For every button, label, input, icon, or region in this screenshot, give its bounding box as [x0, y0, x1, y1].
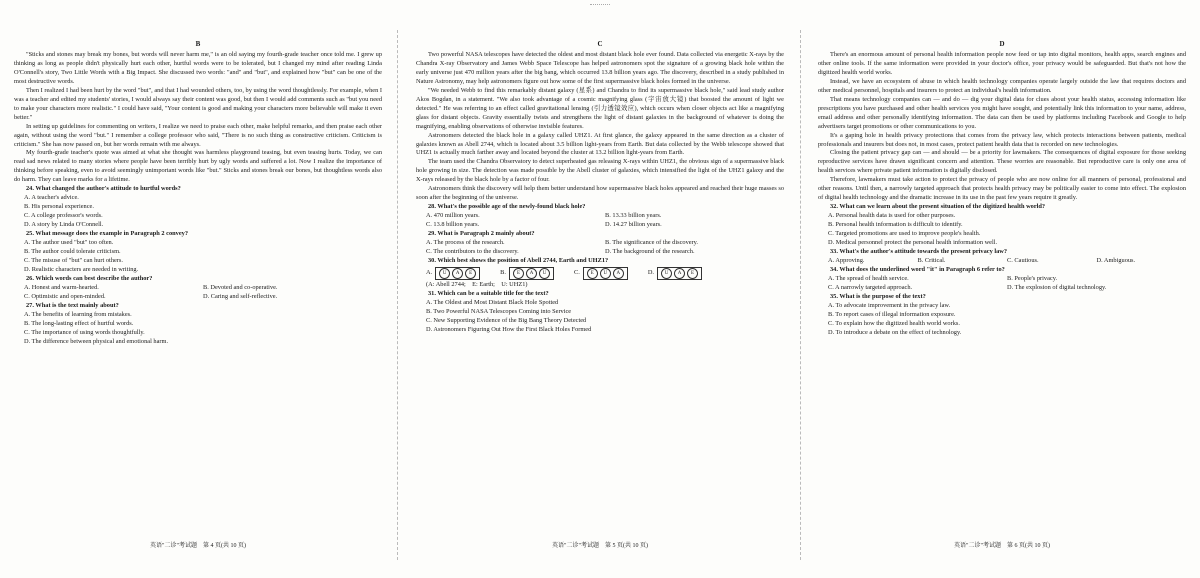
page-footer-4: 英语"二诊"考试题 第 4 页(共 10 页): [150, 543, 246, 549]
column-divider-left: [397, 30, 398, 560]
diagram-option-label: B.: [500, 268, 506, 276]
option-list: [818, 212, 1186, 248]
option-list: [14, 311, 382, 347]
diagram-node: E: [513, 268, 524, 279]
answer-option[interactable]: A. The spread of health service.: [828, 274, 909, 282]
diagram-node: E: [687, 268, 698, 279]
question-stem: 33. What's the author's attitude towards the present privacy law?: [830, 247, 1008, 255]
answer-option[interactable]: A. 470 million years.: [426, 212, 480, 220]
passage-paragraph: Then I realized I had been hurt by the word "but", and that I had wounded others, too, by using the word thoughtlessly. For example, when I was a teacher and edited my students' stories, I would always say their content was good, but then I would add comments such as "but you need to make your characters more realistic." I could have said, "Your content is good and making your characters more believable will make it even better.": [14, 86, 382, 121]
fold-mark: [590, 4, 610, 11]
passage-paragraph: My fourth-grade teacher's quote was aimed at what she thought was harmless playground teasing, but even teasing hurts. Today, we can read sad news related to many stories where people have been terribly hurt by ugly words and suffered a lot. Now I realize the importance of thinking before speaking, even to avoid seemingly unimportant words like "but." Sticks and stones break our bones, but thoughtless words also do harm. They can leave marks for a lifetime.: [14, 149, 382, 184]
answer-option[interactable]: B. To report cases of illegal information exposure.: [828, 310, 956, 318]
answer-option[interactable]: C. Targeted promotions are used to improve people's health.: [828, 230, 981, 238]
passage-paragraph: Closing the patient privacy gap can — and should — be a priority for lawmakers. The consequences of digital exposure for those seeking reproductive services have drawn significant concern and attention. These worries are reasonable. But reproductive care is only one area of health services where private patient information is digitally disclosed.: [818, 149, 1186, 175]
passage-paragraph: Instead, we have an ecosystem of abuse in which health technology companies operate largely outside the law that requires doctors and other medical personnel, hospitals and insurers to protect an individual's health information.: [818, 77, 1186, 94]
diagram-node: E: [465, 268, 476, 279]
page-footer-5: 英语"二诊"考试题 第 5 页(共 10 页): [552, 543, 648, 549]
page-footer-6: 英语"二诊"考试题 第 6 页(共 10 页): [954, 543, 1050, 549]
answer-option[interactable]: C. The misuse of "but" can hurt others.: [24, 256, 123, 264]
diagram-legend: (A: Abell 2744; E: Earth; U: UHZ1): [426, 280, 528, 288]
answer-option[interactable]: D. To introduce a debate on the effect of technology.: [828, 328, 962, 336]
passage-paragraph: It's a gaping hole in health privacy protections that comes from the privacy law, which protects interactions between patients, medical professionals and insurers but does not, in most cases, protect patient health data that is recorded on new technologies.: [818, 131, 1186, 148]
passage-paragraph: That means technology companies can — and do — dig your digital data for clues about your health status, accessing information like prescriptions you have purchased and other health services you might have sought, and potentially link this information to your name, address, email address and other personally identifying information. The data can then be used by platforms including Facebook and Google to help advertisers target promotions or other communications to you.: [818, 95, 1186, 130]
question-stem: 32. What can we learn about the present situation of the digitized health world?: [830, 203, 1046, 211]
answer-option[interactable]: D. Ambiguous.: [1096, 256, 1136, 264]
diagram-option[interactable]: [426, 267, 480, 280]
answer-option[interactable]: A. A teacher's advice.: [24, 194, 79, 202]
passage-paragraph: The team used the Chandra Observatory to detect superheated gas releasing X-rays within UHZ1, the obvious sign of a supermassive black hole growing in size. The detection was made possible by the Abell cluster of galaxies, which intensified the light of the UHZ1 galaxy and the X-rays released by the black hole by a factor of four.: [416, 158, 784, 184]
answer-option[interactable]: D. The explosion of digital technology.: [1007, 283, 1107, 291]
answer-option[interactable]: A. The benefits of learning from mistakes.: [24, 310, 132, 318]
passage-paragraph: Astronomers detected the black hole in a galaxy called UHZ1. At first glance, the galaxy appeared in the same direction as a cluster of galaxies known as Abell 2744, which is located about 3.5 billion light-years from Earth. But data collected by the Webb telescope showed that UHZ1 is actually much farther away and located beyond the cluster at 13.2 billion light-years from Earth.: [416, 131, 784, 157]
option-list: [416, 299, 784, 335]
diagram-option-label: D.: [647, 268, 654, 276]
question-stem: 30. Which best shows the position of Abell 2744, Earth and UHZ1?: [428, 256, 609, 264]
diagram-node: U: [539, 268, 550, 279]
passage-paragraph: Astronomers think the discovery will help them better understand how supermassive black holes appeared and reached their huge masses so soon after the beginning of the universe.: [416, 185, 784, 202]
passage-paragraph: Therefore, lawmakers must take action to protect the privacy of people who are now online for all manners of personal, professional and other reasons. Until then, a narrowly targeted approach that protects health privacy may be politically easier to come into effect. The explosion of digital health technology and the dramatic increase in its use in the past few years require it greatly.: [818, 176, 1186, 202]
answer-option[interactable]: B. The significance of the discovery.: [605, 239, 699, 247]
diagram-node: U: [439, 268, 450, 279]
answer-option[interactable]: C. To explain how the digitized health world works.: [828, 319, 960, 327]
answer-option[interactable]: A. Honest and warm-hearted.: [24, 283, 99, 291]
question-stem: 26. Which words can best describe the author?: [26, 274, 153, 282]
answer-option[interactable]: D. Realistic characters are needed in writing.: [24, 265, 139, 273]
question-stem: 35. What is the purpose of the text?: [830, 292, 926, 300]
answer-option[interactable]: D. Astronomers Figuring Out How the First Black Holes Formed: [426, 325, 592, 333]
answer-option[interactable]: A. The Oldest and Most Distant Black Hole Spotted: [426, 298, 559, 306]
answer-option[interactable]: B. Critical.: [917, 256, 946, 264]
question-stem: 29. What is Paragraph 2 mainly about?: [428, 230, 535, 238]
answer-option[interactable]: B. People's privacy.: [1007, 274, 1058, 282]
option-list: [818, 257, 1186, 266]
answer-option[interactable]: B. His personal experience.: [24, 203, 94, 211]
answer-option[interactable]: D. The difference between physical and emotional harm.: [24, 337, 169, 345]
answer-option[interactable]: A. The author used "but" too often.: [24, 239, 114, 247]
passage-d-column: [818, 40, 1186, 338]
position-diagram-options: [416, 267, 784, 280]
diagram-option[interactable]: [574, 267, 628, 280]
answer-option[interactable]: C. A college professor's words.: [24, 212, 103, 220]
diagram-node: E: [587, 268, 598, 279]
answer-option[interactable]: B. The long-lasting effect of hurtful words.: [24, 319, 134, 327]
passage-c-column: [416, 40, 784, 335]
answer-option[interactable]: C. The contributors to the discovery.: [426, 247, 519, 255]
option-list: [818, 302, 1186, 338]
answer-option[interactable]: A. Personal health data is used for other purposes.: [828, 212, 956, 220]
question-stem: 24. What changed the author's attitude to hurtful words?: [26, 185, 181, 193]
answer-option[interactable]: D. The background of the research.: [605, 247, 695, 255]
diagram-node: U: [661, 268, 672, 279]
answer-option[interactable]: B. Two Powerful NASA Telescopes Coming into Service: [426, 307, 572, 315]
diagram-option-label: C.: [574, 268, 580, 276]
diagram-node: A: [526, 268, 537, 279]
option-list: [416, 212, 784, 230]
diagram-option[interactable]: [500, 267, 554, 280]
option-list: [14, 284, 382, 302]
answer-option[interactable]: C. New Supporting Evidence of the Big Bang Theory Detected: [426, 316, 587, 324]
passage-paragraph: "Sticks and stones may break my bones, but words will never harm me," is an old saying my fourth-grade teacher once told me. I grew up thinking as long as people didn't physically hurt each other, hurtful words were to be tolerated, but I changed my mind after reading Linda O'Connell's story, Two Little Words with a Big Impact. She discussed two words: "and" and "but", and explained how "but" can be one of the most destructive words.: [14, 51, 382, 85]
answer-option[interactable]: D. A story by Linda O'Connell.: [24, 221, 104, 229]
question-stem: 34. What does the underlined word "it" in Paragraph 6 refer to?: [830, 265, 1005, 273]
answer-option[interactable]: C. A narrowly targeted approach.: [828, 283, 913, 291]
diagram-node: A: [613, 268, 624, 279]
diagram-node: A: [674, 268, 685, 279]
option-list: [416, 239, 784, 257]
answer-option[interactable]: D. Caring and self-reflective.: [203, 292, 278, 300]
answer-option[interactable]: A. Approving.: [828, 256, 865, 264]
diagram-option[interactable]: [648, 267, 702, 280]
answer-option[interactable]: D. Medical personnel protect the personal health information well.: [828, 239, 998, 247]
option-list: [14, 239, 382, 275]
answer-option[interactable]: A. The process of the research.: [426, 239, 505, 247]
diagram-box: [435, 267, 480, 280]
passage-heading: D: [999, 40, 1005, 48]
answer-option[interactable]: C. Cautious.: [1007, 256, 1039, 264]
diagram-box: [509, 267, 554, 280]
passage-heading: C: [597, 40, 603, 48]
question-stem: 27. What is the text mainly about?: [26, 301, 119, 309]
passage-paragraph: Two powerful NASA telescopes have detected the oldest and most distant black hole ever found. Data collected via energetic X-rays by the Chandra X-ray Observatory and James Webb Space Telescope has helped astronomers spot the signature of a growing black hole within the early universe just 470 million years after the big bang, which occurred 13.8 billion years ago. The discovery, described in a study published in Nature Astronomy, may help astronomers figure out how some of the first supermassive black holes formed in the universe.: [416, 51, 784, 85]
option-list: [818, 275, 1186, 293]
column-divider-right: [800, 30, 801, 560]
answer-option[interactable]: A. To advocate improvement in the privacy law.: [828, 301, 951, 309]
question-stem: 25. What message does the example in Paragraph 2 convey?: [26, 230, 188, 238]
option-list: [14, 194, 382, 230]
diagram-option-label: A.: [426, 268, 433, 276]
answer-option[interactable]: B. The author could tolerate criticism.: [24, 247, 121, 255]
passage-heading: B: [195, 40, 201, 48]
diagram-box: [583, 267, 628, 280]
passage-b-column: [14, 40, 382, 346]
answer-option[interactable]: D. 14.27 billion years.: [605, 221, 662, 229]
answer-option[interactable]: C. 13.8 billion years.: [426, 221, 480, 229]
answer-option[interactable]: B. 13.33 billion years.: [605, 212, 662, 220]
diagram-box: [657, 267, 702, 280]
diagram-node: U: [600, 268, 611, 279]
passage-paragraph: There's an enormous amount of personal health information people now feed or tap into digital monitors, health apps, search engines and other online tools. If the same information were provided in your doctor's office, your privacy would be safeguarded. But that's not how the digitized health world works.: [818, 51, 1186, 76]
answer-option[interactable]: C. Optimistic and open-minded.: [24, 292, 106, 300]
answer-option[interactable]: C. The importance of using words thoughtfully.: [24, 328, 145, 336]
question-stem: 28. What's the possible age of the newly-found black hole?: [428, 203, 586, 211]
answer-option[interactable]: B. Personal health information is difficult to identify.: [828, 221, 963, 229]
question-stem: 31. Which can be a suitable title for the text?: [428, 289, 549, 297]
passage-paragraph: "We needed Webb to find this remarkably distant galaxy (星系) and Chandra to find its supermassive black hole," said lead study author Akos Bogdan, in a statement. "We also took advantage of a cosmic magnifying glass (宇宙放大镜) that boosted the amount of light we detected." He was referring to an effect called gravitational lensing (引力透镜效应), which occurs when closer objects act like a magnifying glass for distant objects. Gravity essentially twists and strengthens the light of distant galaxies in the background of whatever is doing the magnifying, enabling observations of otherwise invisible features.: [416, 86, 784, 130]
answer-option[interactable]: B. Devoted and co-operative.: [203, 283, 278, 291]
diagram-node: A: [452, 268, 463, 279]
passage-paragraph: In setting up guidelines for commenting on writers, I realize we need to praise each other, make helpful remarks, and then praise each other again, without using the word "but." I remember a college professor who said, "There is no such thing as constructive criticism. Criticism is criticism." She has now passed on, but her words remain with me always.: [14, 122, 382, 148]
